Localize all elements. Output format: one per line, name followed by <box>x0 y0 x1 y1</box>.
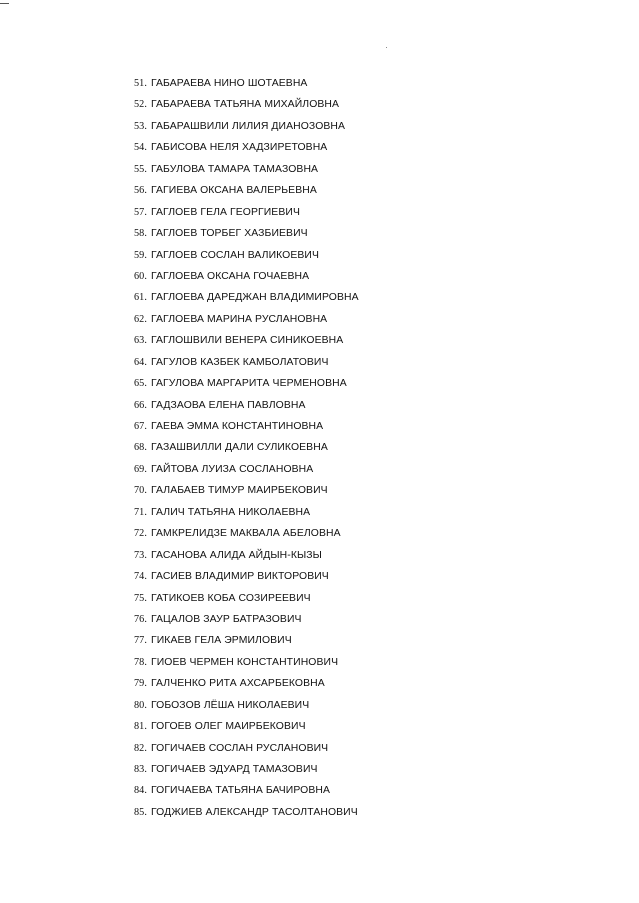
item-name: ГАБУЛОВА ТАМАРА ТАМАЗОВНА <box>151 163 319 175</box>
item-number: 62. <box>133 313 147 325</box>
item-name: ГОГОЕВ ОЛЕГ МАИРБЕКОВИЧ <box>151 721 306 733</box>
item-number: 52. <box>133 99 147 111</box>
item-name: ГАСАНОВА АЛИДА АЙДЫН-КЫЗЫ <box>151 549 322 561</box>
item-number: 72. <box>133 528 147 540</box>
item-number: 58. <box>133 228 147 240</box>
item-number: 77. <box>133 635 147 647</box>
item-name: ГАЦАЛОВ ЗАУР БАТРАЗОВИЧ <box>151 613 302 625</box>
item-number: 85. <box>133 806 147 818</box>
list-item <box>120 416 540 437</box>
item-name: ГАГУЛОВА МАРГАРИТА ЧЕРМЕНОВНА <box>151 378 347 390</box>
list-item <box>120 609 540 630</box>
item-name: ГАГЛОЕВ СОСЛАН ВАЛИКОЕВИЧ <box>151 249 320 261</box>
list-item <box>120 266 540 287</box>
list-item <box>120 137 540 158</box>
list-item <box>120 73 540 94</box>
item-number: 56. <box>133 185 147 197</box>
list-item <box>120 695 540 716</box>
list-item <box>120 330 540 351</box>
item-number: 55. <box>133 163 147 175</box>
item-number: 83. <box>133 764 147 775</box>
item-number: 59. <box>133 249 147 261</box>
item-name: ГОГИЧАЕВ СОСЛАН РУСЛАНОВИЧ <box>151 742 329 754</box>
item-number: 68. <box>133 442 147 454</box>
name-list <box>120 73 540 823</box>
item-number: 73. <box>133 549 147 561</box>
item-name: ГАЗАШВИЛЛИ ДАЛИ СУЛИКОЕВНА <box>151 442 328 454</box>
item-number: 63. <box>133 335 147 347</box>
item-number: 70. <box>133 485 147 497</box>
item-name: ГАДЗАОВА ЕЛЕНА ПАВЛОВНА <box>151 399 306 411</box>
item-name: ГАГЛОЕВА ДАРЕДЖАН ВЛАДИМИРОВНА <box>151 292 359 304</box>
item-name: ГАГЛОШВИЛИ ВЕНЕРА СИНИКОЕВНА <box>151 335 344 347</box>
item-name: ГОБОЗОВ ЛЁША НИКОЛАЕВИЧ <box>151 699 310 711</box>
list-item <box>120 738 540 759</box>
item-name: ГОДЖИЕВ АЛЕКСАНДР ТАСОЛТАНОВИЧ <box>151 806 358 818</box>
item-name: ГАЛАБАЕВ ТИМУР МАИРБЕКОВИЧ <box>151 485 328 497</box>
item-name: ГОГИЧАЕВ ЭДУАРД ТАМАЗОВИЧ <box>151 764 318 775</box>
item-name: ГАБАРАЕВА ТАТЬЯНА МИХАЙЛОВНА <box>151 99 340 111</box>
list-item <box>120 395 540 416</box>
list-item <box>120 588 540 609</box>
item-name: ГАМКРЕЛИДЗЕ МАКВАЛА АБЕЛОВНА <box>151 528 341 540</box>
item-name: ГАГЛОЕВА МАРИНА РУСЛАНОВНА <box>151 313 328 325</box>
item-name: ГАСИЕВ ВЛАДИМИР ВИКТОРОВИЧ <box>151 571 329 583</box>
item-name: ГАГЛОЕВ ТОРБЕГ ХАЗБИЕВИЧ <box>151 228 308 240</box>
item-number: 80. <box>133 699 147 711</box>
item-number: 65. <box>133 378 147 390</box>
item-name: ГОГИЧАЕВА ТАТЬЯНА БАЧИРОВНА <box>151 785 331 797</box>
list-item <box>120 523 540 544</box>
list-item <box>120 673 540 694</box>
item-name: ГАГЛОЕВ ГЕЛА ГЕОРГИЕВИЧ <box>151 206 300 218</box>
item-name: ГАТИКОЕВ КОБА СОЗИРЕЕВИЧ <box>151 592 311 604</box>
item-number: 53. <box>133 120 147 132</box>
item-name: ГАБИСОВА НЕЛЯ ХАДЗИРЕТОВНА <box>151 142 328 154</box>
list-item <box>120 545 540 566</box>
item-number: 64. <box>133 356 147 368</box>
item-number: 69. <box>133 463 147 475</box>
list-item <box>120 802 540 823</box>
list-item <box>120 202 540 223</box>
list-item <box>120 716 540 737</box>
list-item <box>120 352 540 373</box>
item-name: ГАГИЕВА ОКСАНА ВАЛЕРЬЕВНА <box>151 185 317 197</box>
list-item <box>120 459 540 480</box>
list-item <box>120 245 540 266</box>
item-number: 60. <box>133 270 147 282</box>
item-name: ГАЕВА ЭММА КОНСТАНТИНОВНА <box>151 421 324 432</box>
item-number: 66. <box>133 399 147 411</box>
list-item <box>120 159 540 180</box>
list-item <box>120 373 540 394</box>
item-name: ГАЙТОВА ЛУИЗА СОСЛАНОВНА <box>151 463 314 475</box>
list-item <box>120 287 540 308</box>
item-number: 67. <box>133 421 147 432</box>
item-number: 51. <box>133 78 147 89</box>
item-name: ГИОЕВ ЧЕРМЕН КОНСТАНТИНОВИЧ <box>151 656 339 668</box>
item-number: 74. <box>133 571 147 583</box>
item-number: 75. <box>133 592 147 604</box>
item-name: ГАЛИЧ ТАТЬЯНА НИКОЛАЕВНА <box>151 506 311 518</box>
list-item <box>120 630 540 651</box>
item-name: ГАЛЧЕНКО РИТА АХСАРБЕКОВНА <box>151 678 325 690</box>
list-item <box>120 309 540 330</box>
list-item <box>120 437 540 458</box>
scan-speck <box>386 47 387 48</box>
list-item <box>120 652 540 673</box>
scan-edge-mark <box>0 3 9 4</box>
list-item <box>120 502 540 523</box>
list-item <box>120 566 540 587</box>
item-number: 57. <box>133 206 147 218</box>
item-number: 71. <box>133 506 147 518</box>
item-number: 79. <box>133 678 147 690</box>
item-number: 76. <box>133 613 147 625</box>
item-number: 82. <box>133 742 147 754</box>
list-item <box>120 94 540 115</box>
item-number: 81. <box>133 721 147 733</box>
item-name: ГАБАРАШВИЛИ ЛИЛИЯ ДИАНОЗОВНА <box>151 120 346 132</box>
list-item <box>120 223 540 244</box>
item-name: ГАБАРАЕВА НИНО ШОТАЕВНА <box>151 78 308 89</box>
item-name: ГАГУЛОВ КАЗБЕК КАМБОЛАТОВИЧ <box>151 356 329 368</box>
item-name: ГАГЛОЕВА ОКСАНА ГОЧАЕВНА <box>151 270 310 282</box>
item-name: ГИКАЕВ ГЕЛА ЭРМИЛОВИЧ <box>151 635 292 647</box>
list-item <box>120 116 540 137</box>
list-item <box>120 180 540 201</box>
item-number: 84. <box>133 785 147 797</box>
item-number: 54. <box>133 142 147 154</box>
item-number: 61. <box>133 292 147 304</box>
list-item <box>120 759 540 780</box>
list-item <box>120 780 540 801</box>
list-item <box>120 480 540 501</box>
item-number: 78. <box>133 656 147 668</box>
